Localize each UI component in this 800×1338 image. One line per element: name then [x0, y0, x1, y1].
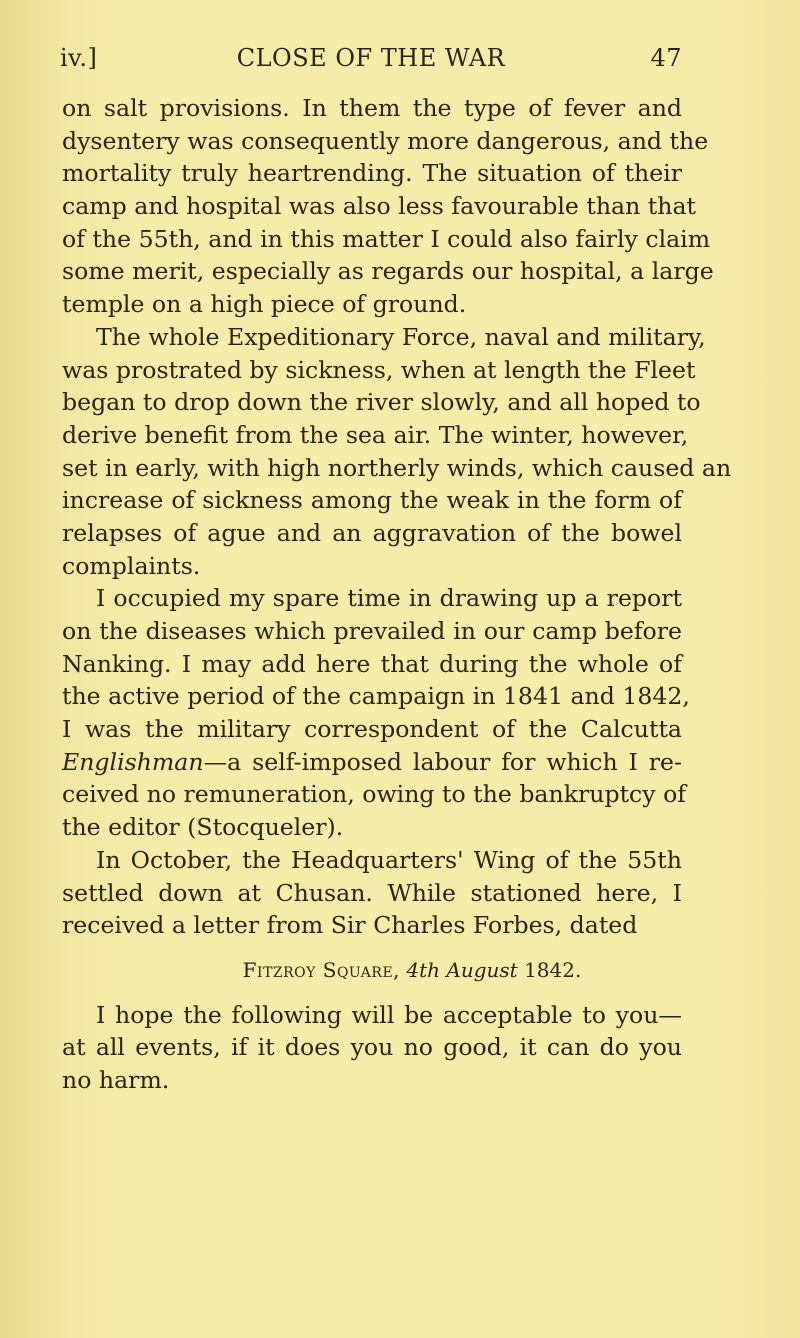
- text-line: I hope the following will be acceptable to you—: [96, 1000, 682, 1029]
- text-line: relapses of ague and an aggravation of the bowel: [62, 518, 682, 547]
- text-line: In October, the Headquarters' Wing of the 55th: [96, 845, 682, 874]
- running-title: CLOSE OF THE WAR: [236, 44, 506, 72]
- text-line: increase of sickness among the weak in the form of: [62, 486, 682, 515]
- text-line: [62, 746, 682, 779]
- text-line: derive benefit from the sea air. The winter, however,: [62, 420, 689, 449]
- text-line: was prostrated by sickness, when at length the Fleet: [62, 355, 696, 384]
- text-line: of the 55th, and in this matter I could also fairly claim: [62, 224, 711, 253]
- letter-dateline: [62, 954, 682, 987]
- text-line: The whole Expeditionary Force, naval and military,: [96, 322, 706, 351]
- dateline-place: Fitzroy Square,: [242, 957, 401, 982]
- italic-newspaper-name: Englishman: [62, 747, 204, 776]
- text-line: dysentery was consequently more dangerous, and the: [62, 126, 709, 155]
- text-line: complaints.: [62, 551, 201, 580]
- text-line: the editor (Stocqueler).: [62, 813, 344, 842]
- text-fragment: —a self-imposed labour for which I re-: [203, 747, 682, 776]
- text-line: some merit, especially as regards our hospital, a large: [62, 257, 714, 286]
- text-line: I occupied my spare time in drawing up a report: [96, 584, 682, 613]
- text-line: ceived no remuneration, owing to the bankruptcy of: [62, 780, 687, 809]
- text-line: on salt provisions. In them the type of fever and: [62, 94, 682, 122]
- text-line: temple on a high piece of ground.: [62, 290, 467, 319]
- text-line: set in early, with high northerly winds, which caused an: [62, 453, 732, 482]
- text-line: the active period of the campaign in 1841 and 1842,: [62, 682, 690, 711]
- text-line: at all events, if it does you no good, it can do you: [62, 1033, 682, 1062]
- text-line: camp and hospital was also less favourable than that: [62, 192, 697, 221]
- dateline-day: 4th August: [406, 957, 518, 982]
- chapter-number: iv.]: [60, 44, 98, 72]
- text-line: I was the military correspondent of the Calcutta: [62, 715, 682, 744]
- text-line: received a letter from Sir Charles Forbes, dated: [62, 911, 638, 940]
- text-line: Nanking. I may add here that during the whole of: [62, 649, 682, 678]
- text-line: settled down at Chusan. While stationed here, I: [62, 878, 682, 907]
- text-line: on the diseases which prevailed in our camp before: [62, 617, 682, 645]
- page-number: 47: [650, 44, 682, 72]
- running-header: [60, 44, 682, 78]
- body-text: [62, 92, 732, 1097]
- dateline-year: 1842.: [524, 957, 582, 982]
- text-line: no harm.: [62, 1065, 170, 1094]
- text-line: mortality truly heartrending. The situation of their: [62, 159, 682, 188]
- text-line: began to drop down the river slowly, and all hoped to: [62, 388, 701, 417]
